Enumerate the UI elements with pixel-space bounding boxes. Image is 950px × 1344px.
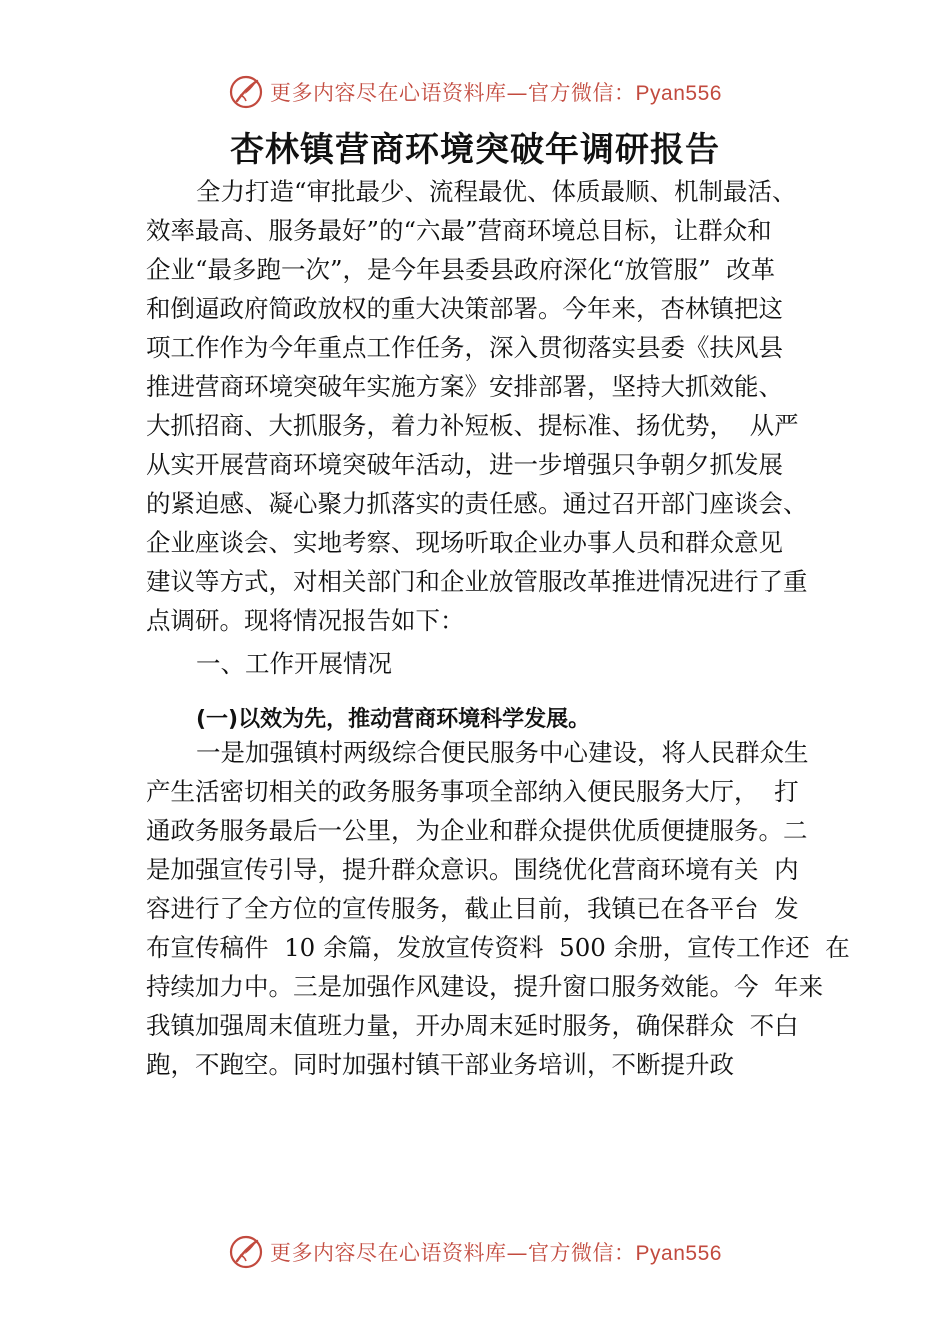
quill-logo-icon <box>228 1234 264 1270</box>
header-watermark <box>0 70 950 114</box>
intro-line: 企业座谈会、实地考察、现场听取企业办事人员和群众意见 <box>146 528 783 557</box>
intro-line: 推进营商环境突破年实施方案》安排部署，坚持大抓效能、 <box>146 372 783 401</box>
wechat-id: Pyan556 <box>635 82 722 105</box>
body-line: 跑，不跑空。同时加强村镇干部业务培训，不断提升政 <box>146 1050 734 1079</box>
footer-watermark <box>0 1230 950 1274</box>
watermark-text: 更多内容尽在心语资料库—官方微信：Pyan556 <box>270 81 722 105</box>
intro-line: 效率最高、服务最好”的“六最”营商环境总目标，让群众和 <box>146 216 772 245</box>
intro-line: 企业“最多跑一次”，是今年县委县政府深化“放管服” 改革 <box>146 255 776 284</box>
section-heading: 一、工作开展情况 <box>196 649 392 678</box>
intro-line: 和倒逼政府简政放权的重大决策部署。今年来，杏林镇把这 <box>146 294 783 323</box>
body-line: 持续加力中。三是加强作风建设，提升窗口服务效能。今 年来 <box>146 972 824 1001</box>
quill-logo-icon <box>228 74 264 110</box>
watermark-text: 更多内容尽在心语资料库—官方微信：Pyan556 <box>270 1241 722 1265</box>
body-line: 布宣传稿件 10 余篇，发放宣传资料 500 余册，宣传工作还 在 <box>146 933 850 962</box>
intro-line: 从实开展营商环境突破年活动，进一步增强只争朝夕抓发展 <box>146 450 783 479</box>
body-line: 一是加强镇村两级综合便民服务中心建设，将人民群众生 <box>196 738 809 767</box>
intro-line: 大抓招商、大抓服务，着力补短板、提标准、扬优势， 从严 <box>146 411 799 440</box>
body-line: 我镇加强周末值班力量，开办周末延时服务，确保群众 不白 <box>146 1011 799 1040</box>
intro-line: 项工作作为今年重点工作任务，深入贯彻落实县委《扶风县 <box>146 333 783 362</box>
intro-line: 全力打造“审批最少、流程最优、体质最顺、机制最活、 <box>196 177 797 206</box>
intro-line: 的紧迫感、凝心聚力抓落实的责任感。通过召开部门座谈会、 <box>146 489 808 518</box>
body-line: 产生活密切相关的政务服务事项全部纳入便民服务大厅， 打 <box>146 777 799 806</box>
subsection-heading: (一)以效为先，推动营商环境科学发展。 <box>196 707 591 732</box>
document-title: 杏林镇营商环境突破年调研报告 <box>230 130 720 170</box>
intro-line: 点调研。现将情况报告如下： <box>146 606 465 635</box>
body-line: 容进行了全方位的宣传服务，截止目前，我镇已在各平台 发 <box>146 894 799 923</box>
intro-line: 建议等方式，对相关部门和企业放管服改革推进情况进行了重 <box>146 567 808 596</box>
body-line: 是加强宣传引导，提升群众意识。围绕优化营商环境有关 内 <box>146 855 799 884</box>
body-line: 通政务服务最后一公里，为企业和群众提供优质便捷服务。二 <box>146 816 808 845</box>
wechat-id: Pyan556 <box>635 1242 722 1265</box>
